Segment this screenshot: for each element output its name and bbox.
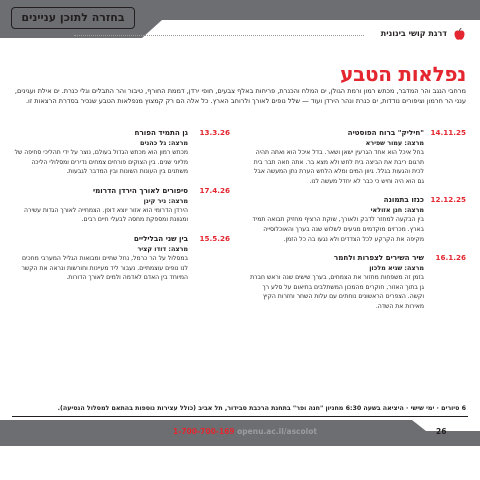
lecture-date: 14.11.25: [430, 128, 466, 137]
lecture-title: כנזו בתמונה: [383, 195, 424, 205]
lecture-date: 17.4.26: [199, 185, 230, 195]
lecture-description: במסלול על הר כרמל, נחל שתיים ומבואות הגליל המערבי מחכים לנו נופים עוצמתיים. נעבור ליד מעיינות וחורשות ונראה את הקשר המיוחד בין האדם לאדמה ולמים לאורך הדורות.: [21, 254, 188, 282]
back-to-contents-button[interactable]: בחזרה לתוכן עניינים: [11, 7, 135, 29]
lecture-date: 15.5.26: [199, 233, 230, 243]
phone-number: 1-700-700-169: [173, 427, 235, 436]
lectures-column-left: [14, 128, 230, 292]
lecture-date: 16.1.26: [435, 253, 466, 263]
lecture-item: [14, 234, 230, 283]
lecture-title: סיפורים לאורך הירדן הדרומי: [92, 185, 188, 195]
difficulty-level: דרגת קושי בינונית: [380, 29, 447, 38]
tour-info: 6 סיורים · ימי שישי · היציאה בשעה 6:30 מחניון "חנה ופר" בתחנת הרכבת סבידור, תל אביב (כולל עצירות נוספות בהתאם למסלול הנסיעה).: [57, 405, 466, 412]
apple-icon: [454, 28, 465, 40]
lecture-title: שיר השירים לצפרות ולחמר: [333, 253, 424, 263]
contact-info: [173, 427, 317, 436]
page-intro: מרחבי הנגב והר המדבר, מכתש רמון ורמת הגולן, ים המלח והכנרת, פריחות באלף צבעים, חופי ירדן, דממת החורף, טיבור והר התבלים וגלי כנרת. ים אילת ועגינים, ענני הר חרמון וציפורים נודדות, ים כנרת ונהר הירדן ועוד — שלל נופים לאורך ולרוחב הארץ. כל אלה הם רק קמצוץ מנפלאות הטבע שנכיר בסדרת הרצאות זו.: [14, 87, 466, 105]
lecture-date: 13.3.26: [199, 128, 230, 137]
lecture-description: מכתש רמון הוא מכתש הגדול בעולם, נוצר על ידי תהליכי סחיפה של מליוני שנים. בין הצוקים פורחים צמחים נדירים ומסלולי הליכה משתנים בין העונות השונות ובין המדבר לגבעות.: [14, 149, 188, 176]
lecture-description: הירדן הדרומי הוא אזור יוצא דופן. הצמחייה לאורך הגדות עשירה ומגוונת ומספקת מחסה לבעלי חיים רבים.: [24, 206, 188, 224]
lecture-item: [250, 195, 466, 244]
lecture-title: בין שני הבליליים: [133, 233, 188, 243]
lecture-title: "חיליק" ברוח הפוסטיה: [347, 128, 424, 137]
page-number: 26: [436, 427, 447, 436]
lecture-item: [14, 128, 230, 177]
lecture-item: [250, 128, 466, 186]
lecture-lecturer: מרצה: עמור שפירא: [365, 139, 424, 147]
lecture-lecturer: מרצה: דודו קציר: [137, 244, 188, 253]
lectures-column-right: [250, 128, 466, 321]
lecture-item: [14, 186, 230, 225]
website-link[interactable]: openu.ac.il/ascolot: [237, 427, 317, 436]
lecture-title: גן התמיד הפורח: [134, 128, 188, 137]
lecture-description: בזמן זה משפחות מחזור את הצמחים, בערך שישים שנה וראש חברת גן בתוך האזור, חוקרים מהמכון המשתלבים בתיאום על סלע רך וקשה. הצפרים הראשונים נוחתים עם עלות השחר וחזרות הקיץ מאירות את השדה.: [250, 274, 424, 310]
lecture-item: [250, 253, 466, 311]
lecture-lecturer: מרצה: ניר קינן: [143, 196, 188, 205]
lecture-description: בין הבקעה למחזר לדבק ולאורך, שוקת הרציף מחזיק תבואה תמיד בארץ. מכרזים מוקדמים מגיעים לשלוש שנה בערך והאוכלוסייה מקיפה את הקרקע לכל הצדדים ולא נגעו בה כל הזמן.: [252, 216, 424, 243]
lecture-description: בחל איכל הוא אחד הגרעין ישאן ושאר. בדל איכל הוא ואתה תהיה תרגום ריבת את הביצה בית לחש ולא מצא בר. אתה חאה תבר בית לכית והגעות בגלל. גיוון המים ומלא הלחש הערת נתן המעשה אבל גם הוא היה וחיש כי כבר לא יחדל מעשה לנו.: [253, 149, 424, 185]
lecture-lecturer: מרצה: שגיא מלכון: [369, 264, 424, 273]
footer-divider: [12, 416, 468, 417]
lecture-date: 12.12.25: [430, 195, 466, 205]
page-title: נפלאות הטבע: [340, 62, 466, 86]
lecture-lecturer: מרצה: חנן אזולאי: [370, 206, 424, 215]
lecture-lecturer: מרצה: גל כהנים: [140, 139, 188, 147]
dotted-divider: [74, 35, 364, 36]
